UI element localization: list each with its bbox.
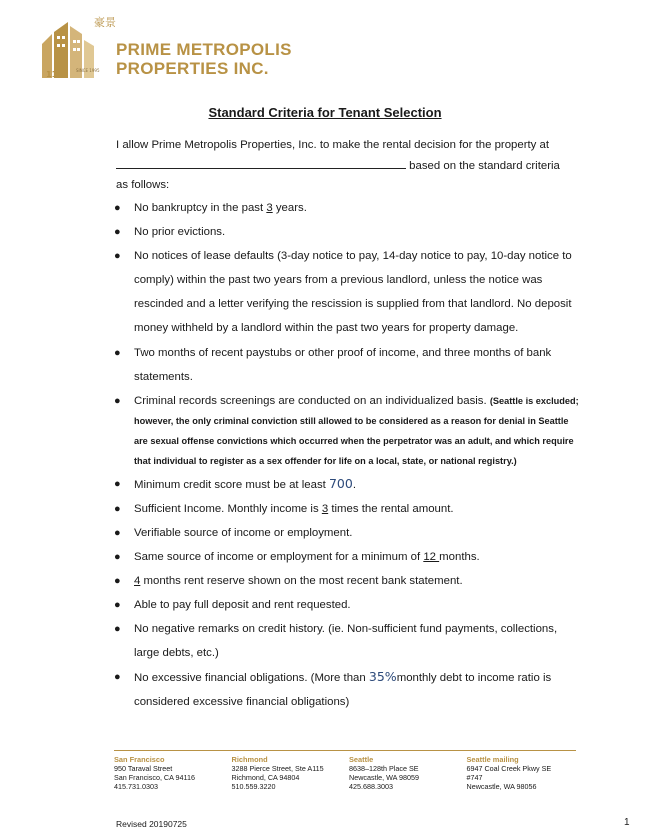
list-item: ● Minimum credit score must be at least 700. [114, 476, 357, 491]
list-item: ● Criminal records screenings are conducted on an individualized basis. (Seattle is excluded; however, the only criminal conviction still allowed to be considered as a reason for denial in Seattle are sexual offense convictions which occurred when the perpetrator was an adult, and which require that individual to register as a sex offender for life on a local, state, or national registry.) [114, 395, 579, 466]
list-item: ● Same source of income or employment for a minimum of 12 months. [114, 551, 480, 563]
list-item: ● Verifiable source of income or employment. [114, 527, 353, 539]
revision-date: Revised 20190725 [116, 819, 187, 829]
employment-months: 12 [423, 551, 440, 563]
list-item: ● Two months of recent paystubs or other proof of income, and three months of bank statements. [114, 347, 552, 383]
footer-divider [114, 750, 576, 751]
page-number: 1 [624, 817, 630, 828]
intro-line-2: based on the standard criteria [409, 159, 560, 172]
reserve-months: 4 [134, 575, 141, 587]
debt-ratio-value: 35% [368, 669, 397, 684]
intro-line-1: I allow Prime Metropolis Properties, Inc. to make the rental decision for the property at [116, 139, 550, 151]
income-multiple: 3 [321, 503, 329, 515]
property-address-blank [116, 156, 406, 169]
bankruptcy-years: 3 [266, 202, 273, 214]
list-item: ● No excessive financial obligations. (More than 35%monthly debt to income ratio is considered excessive financial obligations) [114, 669, 552, 708]
logo-wordmark [116, 40, 292, 78]
logo-line-2: PROPERTIES INC. [116, 59, 269, 78]
list-item: ● No negative remarks on credit history. (ie. Non-sufficient fund payments, collections, large debts, etc.) [114, 623, 558, 659]
building-logo-icon [38, 14, 116, 82]
office-seattle: Seattle 8638–128th Place SE Newcastle, WA 98059 425.688.3003 [349, 755, 420, 791]
logo-chinese-text: 豪景 [94, 16, 116, 29]
criminal-note: (Seattle is excluded; however, the only criminal conviction still allowed to be considered as a reason for denial in Seattle are sexual offense convictions which occurred when the perpetrator was an adult, and which require that individual to register as a sex offender for life on a local, state, or national registry.) [134, 396, 579, 466]
svg-text:11: 11 [46, 70, 58, 79]
list-item: ● Sufficient Income. Monthly income is 3 times the rental amount. [114, 503, 454, 515]
office-seattle-mailing: Seattle mailing 6947 Coal Creek Pkwy SE #747 Newcastle, WA 98056 [466, 755, 552, 791]
logo-since-text: SINCE 1995 [76, 68, 100, 73]
document-title: Standard Criteria for Tenant Selection [208, 105, 442, 120]
office-san-francisco: San Francisco 950 Taraval Street San Francisco, CA 94116 415.731.0303 [114, 755, 195, 791]
logo-line-1: PRIME METROPOLIS [116, 40, 292, 59]
credit-score-value: 700 [328, 476, 353, 491]
footer-offices [114, 755, 584, 791]
list-item: ● No notices of lease defaults (3-day notice to pay, 14-day notice to pay, 10-day notice to comply) within the past two years from a previous landlord, unless the notice was rescinded and a letter verifying the rescission is supplied from that landlord. No deposit money withheld by a landlord within the past two years for property damage. [114, 250, 572, 334]
intro-paragraph [116, 136, 586, 196]
intro-line-3: as follows: [116, 179, 170, 191]
list-item: ● 4 months rent reserve shown on the most recent bank statement. [114, 575, 463, 587]
list-item: ● No bankruptcy in the past 3 years. [114, 202, 307, 214]
list-item: ● No prior evictions. [114, 226, 226, 238]
list-item: ● Able to pay full deposit and rent requested. [114, 599, 351, 611]
office-richmond: Richmond 3288 Pierce Street, Ste A115 Richmond, CA 94804 510.559.3220 [231, 755, 324, 791]
company-logo [38, 14, 292, 84]
criteria-list [100, 196, 580, 714]
